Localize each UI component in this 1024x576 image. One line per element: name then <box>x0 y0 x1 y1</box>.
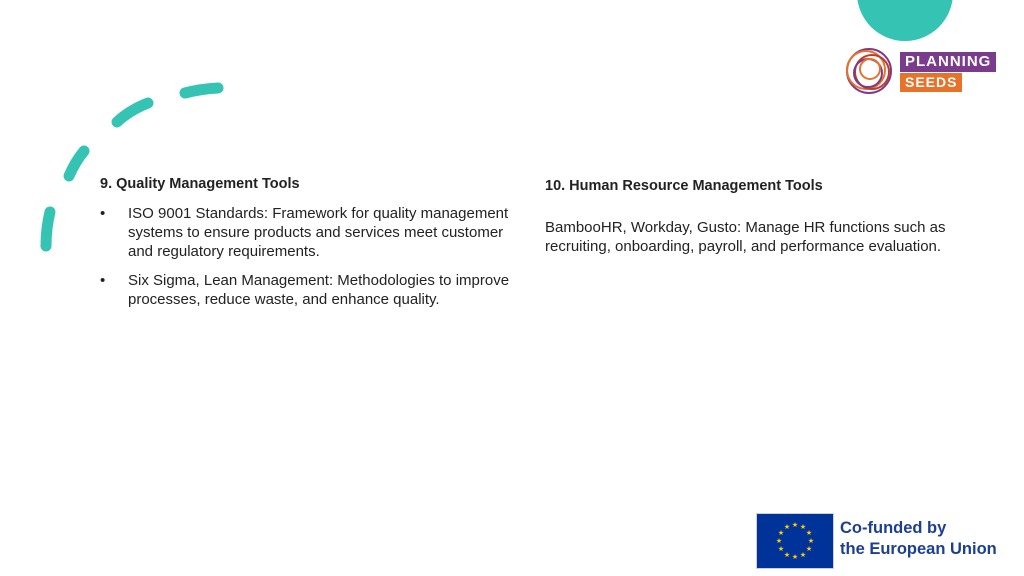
quality-management-section <box>100 175 520 319</box>
bullet-text: ISO 9001 Standards: Framework for quality management systems to ensure products and services meet customer and regulatory requirements. <box>128 205 509 260</box>
arc-dash <box>185 88 218 93</box>
bullet-icon: • <box>100 272 106 289</box>
svg-text:★: ★ <box>775 537 783 545</box>
bullet-icon: • <box>100 205 106 222</box>
bullet-text: Six Sigma, Lean Management: Methodologies to improve processes, reduce waste, and enhance quality. <box>128 272 510 308</box>
svg-text:★: ★ <box>783 523 791 531</box>
svg-text:★: ★ <box>805 545 813 553</box>
svg-text:★: ★ <box>799 523 807 531</box>
eu-text-line1: Co-funded by <box>840 519 947 537</box>
arc-dash <box>69 151 84 176</box>
svg-text:★: ★ <box>791 521 799 529</box>
arc-dash <box>117 103 148 122</box>
eu-flag-icon <box>756 513 834 569</box>
eu-text-line2: the European Union <box>840 540 997 558</box>
hr-management-section <box>545 177 985 256</box>
logo-text-planning: PLANNING <box>900 52 996 72</box>
svg-text:★: ★ <box>777 529 785 537</box>
list-item <box>100 204 520 261</box>
svg-text:★: ★ <box>799 551 807 559</box>
svg-text:★: ★ <box>783 551 791 559</box>
list-item <box>100 271 520 309</box>
arc-dash <box>46 212 50 246</box>
svg-text:★: ★ <box>805 529 813 537</box>
planning-seeds-logo <box>840 44 1000 98</box>
eu-cofunded-text <box>840 518 1020 560</box>
logo-text-seeds: SEEDS <box>900 73 962 92</box>
quality-section-title: 9. Quality Management Tools <box>100 176 300 192</box>
svg-text:★: ★ <box>791 553 799 561</box>
logo-rings-icon <box>840 44 898 98</box>
svg-text:★: ★ <box>777 545 785 553</box>
hr-section-body: BambooHR, Workday, Gusto: Manage HR functions such as recruiting, onboarding, payroll, and performance evaluation. <box>545 219 946 255</box>
eu-cofunded-logo <box>756 513 1016 569</box>
svg-text:★: ★ <box>807 537 815 545</box>
decorative-teal-circle <box>857 0 953 41</box>
hr-section-title: 10. Human Resource Management Tools <box>545 178 823 194</box>
